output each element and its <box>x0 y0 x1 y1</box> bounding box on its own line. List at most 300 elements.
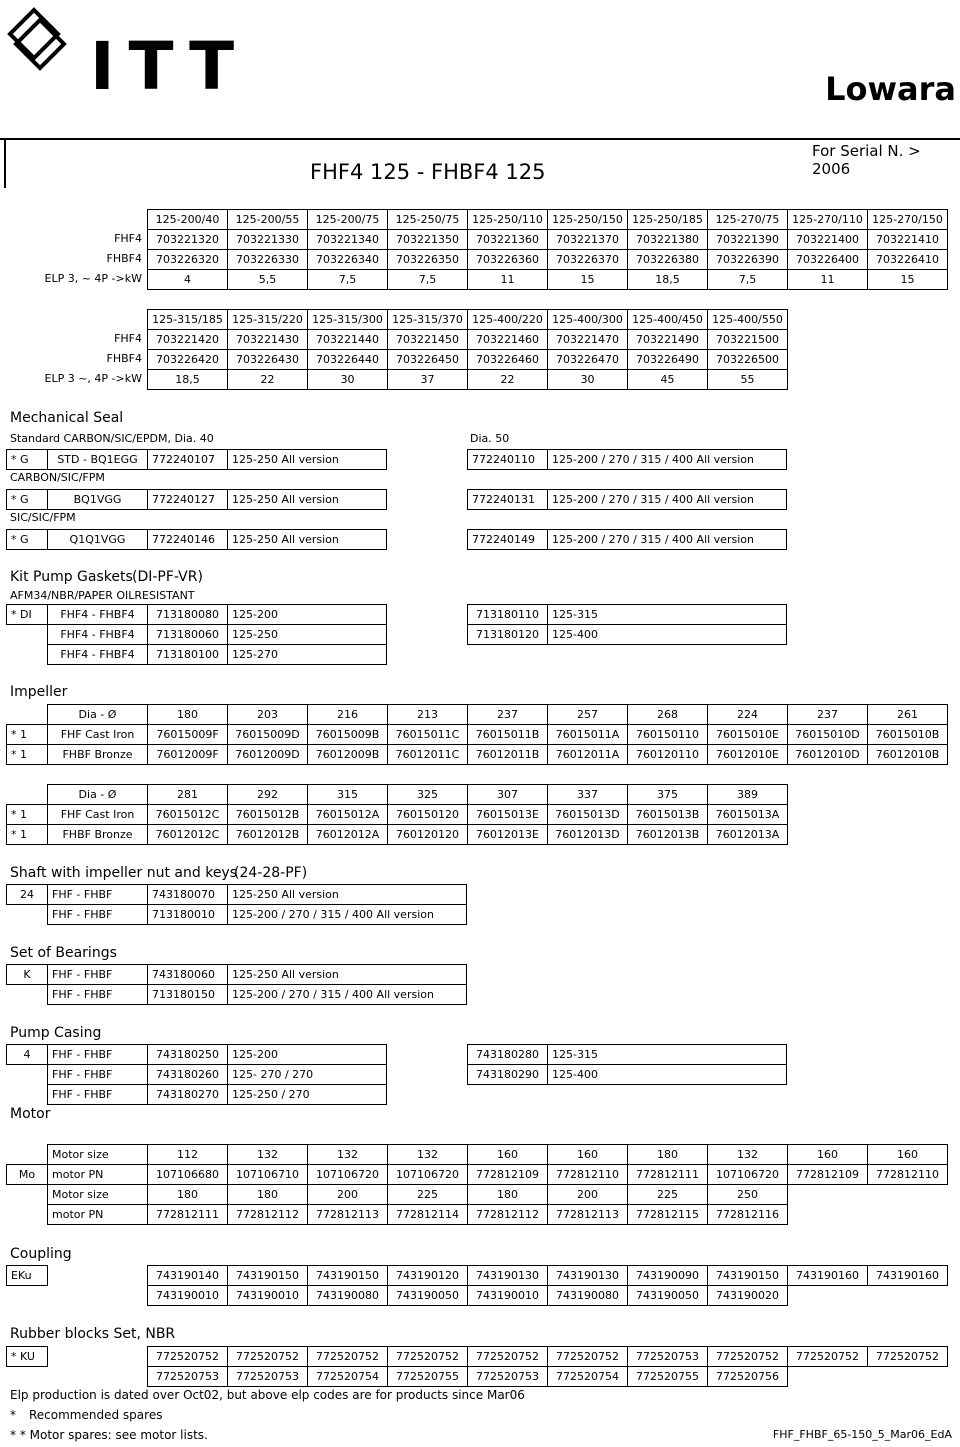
company-name: Lowara <box>825 70 956 108</box>
coupling-code-cell: 743190150 <box>307 1265 388 1286</box>
model-code-cell: 703226440 <box>307 349 388 370</box>
coupling-code-cell: 743190010 <box>227 1285 308 1306</box>
impeller-type: FHF Cast Iron <box>47 724 148 745</box>
coupling-code-cell: 743190160 <box>787 1265 868 1286</box>
motor-cell: 180 <box>467 1184 548 1205</box>
impeller-code-cell: 76012012B <box>227 824 308 845</box>
model-header-cell: 125-270/75 <box>707 209 788 230</box>
impeller-dia-cell: 292 <box>227 784 308 805</box>
model-code-cell: 703221430 <box>227 329 308 350</box>
model-code-cell: 55 <box>707 369 788 390</box>
impeller-code-cell: 76015010D <box>787 724 868 745</box>
impeller-code-cell: 76015012C <box>147 804 228 825</box>
casing-desc: 125-400 <box>547 1064 787 1085</box>
coupling-code-cell: 743190150 <box>707 1265 788 1286</box>
impeller-code-cell: 76012013B <box>627 824 708 845</box>
model-code-cell: 703221350 <box>387 229 468 250</box>
section-title-shaft: Shaft with impeller nut and keys <box>10 865 238 881</box>
motor-cell: 772812112 <box>467 1204 548 1225</box>
seal-desc-40: 125-250 All version <box>227 489 387 510</box>
section-title-coupling: Coupling <box>10 1246 72 1262</box>
model-code-cell: 703226430 <box>227 349 308 370</box>
section-title-pump-casing: Pump Casing <box>10 1025 102 1041</box>
motor-cell: 160 <box>867 1144 948 1165</box>
section-code-shaft: (24-28-PF) <box>234 865 308 881</box>
rubber-blocks-code-cell: 772520753 <box>627 1346 708 1367</box>
shaft-code: 713180010 <box>147 904 228 925</box>
impeller-code-cell: 76015009D <box>227 724 308 745</box>
rubber-blocks-code-cell: 772520752 <box>707 1346 788 1367</box>
model-code-cell: 703226390 <box>707 249 788 270</box>
impeller-dia-cell: 257 <box>547 704 628 725</box>
model-code-cell: 703226490 <box>627 349 708 370</box>
impeller-code-cell: 76015012B <box>227 804 308 825</box>
coupling-code-cell: 743190010 <box>467 1285 548 1306</box>
model-code-cell: 703221460 <box>467 329 548 350</box>
model-code-cell: 22 <box>227 369 308 390</box>
gasket-code: 713180110 <box>467 604 548 625</box>
impeller-code-cell: 76015009B <box>307 724 388 745</box>
model-code-cell: 15 <box>547 269 628 290</box>
row-label: FHF4 <box>114 332 142 345</box>
motor-cell: 772812113 <box>307 1204 388 1225</box>
seal-code-50: 772240131 <box>467 489 548 510</box>
impeller-code-cell: 760150110 <box>627 724 708 745</box>
motor-row-label: motor PN <box>47 1164 148 1185</box>
motor-cell: 107106680 <box>147 1164 228 1185</box>
section-code-gaskets: (DI-PF-VR) <box>132 569 203 585</box>
casing-code: 743180280 <box>467 1044 548 1065</box>
impeller-dia-cell: 325 <box>387 784 468 805</box>
impeller-dia-cell: 237 <box>467 704 548 725</box>
casing-code: 743180260 <box>147 1064 228 1085</box>
impeller-code-cell: 76012009F <box>147 744 228 765</box>
impeller-mark: * 1 <box>6 724 48 745</box>
model-code-cell: 703226320 <box>147 249 228 270</box>
rubber-blocks-code-cell: 772520752 <box>547 1346 628 1367</box>
casing-mark: 4 <box>6 1044 48 1065</box>
seal-material-heading: SIC/SIC/FPM <box>10 511 76 524</box>
casing-code: 743180250 <box>147 1044 228 1065</box>
gasket-code: 713180100 <box>147 644 228 665</box>
impeller-code-cell: 76012012C <box>147 824 228 845</box>
bearings-desc: 125-200 / 270 / 315 / 400 All version <box>227 984 467 1005</box>
rubber-blocks-code-cell: 772520752 <box>867 1346 948 1367</box>
casing-type: FHF - FHBF <box>47 1064 148 1085</box>
model-code-cell: 30 <box>547 369 628 390</box>
motor-cell: 772812110 <box>547 1164 628 1185</box>
impeller-dia-cell: 213 <box>387 704 468 725</box>
motor-cell: 772812114 <box>387 1204 468 1225</box>
coupling-code-cell: 743190080 <box>547 1285 628 1306</box>
row-label: FHF4 <box>114 232 142 245</box>
motor-cell: 160 <box>547 1144 628 1165</box>
impeller-dia-cell: 315 <box>307 784 388 805</box>
motor-cell: 132 <box>227 1144 308 1165</box>
seal-code-50: 772240149 <box>467 529 548 550</box>
motor-row-label: motor PN <box>47 1204 148 1225</box>
impeller-type: FHBF Bronze <box>47 824 148 845</box>
impeller-code-cell: 76012013E <box>467 824 548 845</box>
bearings-desc: 125-250 All version <box>227 964 467 985</box>
impeller-dia-cell: 307 <box>467 784 548 805</box>
model-code-cell: 7,5 <box>387 269 468 290</box>
impeller-dia-label: Dia - Ø <box>47 784 148 805</box>
motor-cell: 112 <box>147 1144 228 1165</box>
gasket-type: FHF4 - FHBF4 <box>47 644 148 665</box>
impeller-code-cell: 760120110 <box>627 744 708 765</box>
section-title-rubber-blocks: Rubber blocks Set, NBR <box>10 1326 176 1342</box>
motor-cell: 180 <box>227 1184 308 1205</box>
motor-cell: 132 <box>307 1144 388 1165</box>
impeller-code-cell: 76012010B <box>867 744 948 765</box>
footer-note: Elp production is dated over Oct02, but above elp codes are for products since Mar06 <box>10 1388 525 1402</box>
model-code-cell: 703221320 <box>147 229 228 250</box>
gasket-type: FHF4 - FHBF4 <box>47 624 148 645</box>
footer-star1-text: Recommended spares <box>29 1408 163 1422</box>
seal-dia50-label: Dia. 50 <box>470 432 510 445</box>
serial-note: For Serial N. > 2006 <box>812 142 921 178</box>
impeller-dia-cell: 281 <box>147 784 228 805</box>
gasket-type: FHF4 - FHBF4 <box>47 604 148 625</box>
motor-cell: 180 <box>147 1184 228 1205</box>
shaft-desc: 125-250 All version <box>227 884 467 905</box>
seal-type: STD - BQ1EGG <box>47 449 148 470</box>
model-code-cell: 11 <box>467 269 548 290</box>
model-header-cell: 125-250/110 <box>467 209 548 230</box>
model-code-cell: 703221490 <box>627 329 708 350</box>
bearings-mark: K <box>6 964 48 985</box>
seal-code-50: 772240110 <box>467 449 548 470</box>
impeller-code-cell: 760150120 <box>387 804 468 825</box>
impeller-code-cell: 76015013B <box>627 804 708 825</box>
seal-desc-40: 125-250 All version <box>227 449 387 470</box>
seal-material-heading: CARBON/SIC/FPM <box>10 471 105 484</box>
seal-mark: * G <box>6 449 48 470</box>
model-code-cell: 703226360 <box>467 249 548 270</box>
model-header-cell: 125-315/300 <box>307 309 388 330</box>
motor-cell: 772812115 <box>627 1204 708 1225</box>
coupling-code-cell: 743190140 <box>147 1265 228 1286</box>
impeller-dia-cell: 203 <box>227 704 308 725</box>
model-code-cell: 703226470 <box>547 349 628 370</box>
motor-mark: Mo <box>6 1164 48 1185</box>
shaft-desc: 125-200 / 270 / 315 / 400 All version <box>227 904 467 925</box>
seal-mark: * G <box>6 489 48 510</box>
model-code-cell: 18,5 <box>627 269 708 290</box>
motor-cell: 132 <box>707 1144 788 1165</box>
motor-cell: 772812109 <box>467 1164 548 1185</box>
motor-cell: 772812109 <box>787 1164 868 1185</box>
casing-desc: 125-250 / 270 <box>227 1084 387 1105</box>
coupling-code-cell: 743190090 <box>627 1265 708 1286</box>
model-code-cell: 22 <box>467 369 548 390</box>
motor-row-label: Motor size <box>47 1144 148 1165</box>
model-header-cell: 125-400/450 <box>627 309 708 330</box>
gasket-desc: 125-400 <box>547 624 787 645</box>
motor-cell: 772812112 <box>227 1204 308 1225</box>
row-label: ELP 3 ~, 4P ->kW <box>44 372 142 385</box>
motor-cell: 132 <box>387 1144 468 1165</box>
section-title-gaskets: Kit Pump Gaskets <box>10 569 133 585</box>
impeller-mark: * 1 <box>6 804 48 825</box>
rubber-blocks-code-cell: 772520752 <box>467 1346 548 1367</box>
impeller-type: FHF Cast Iron <box>47 804 148 825</box>
impeller-dia-cell: 237 <box>787 704 868 725</box>
model-code-cell: 703221360 <box>467 229 548 250</box>
motor-cell: 180 <box>627 1144 708 1165</box>
impeller-dia-cell: 180 <box>147 704 228 725</box>
bearings-type: FHF - FHBF <box>47 984 148 1005</box>
coupling-code-cell: 743190150 <box>227 1265 308 1286</box>
motor-row-label: Motor size <box>47 1184 148 1205</box>
model-code-cell: 703226420 <box>147 349 228 370</box>
model-header-cell: 125-200/40 <box>147 209 228 230</box>
section-title-bearings: Set of Bearings <box>10 945 117 961</box>
impeller-dia-label: Dia - Ø <box>47 704 148 725</box>
casing-desc: 125-315 <box>547 1044 787 1065</box>
rubber-blocks-code-cell: 772520752 <box>387 1346 468 1367</box>
coupling-code-cell: 743190020 <box>707 1285 788 1306</box>
rubber-blocks-code-cell: 772520752 <box>787 1346 868 1367</box>
model-code-cell: 703226410 <box>867 249 948 270</box>
section-title-impeller: Impeller <box>10 684 68 700</box>
rubber-blocks-code-cell: 772520753 <box>227 1366 308 1387</box>
model-header-cell: 125-200/75 <box>307 209 388 230</box>
impeller-code-cell: 76015012A <box>307 804 388 825</box>
casing-desc: 125-200 <box>227 1044 387 1065</box>
impeller-code-cell: 76015010E <box>707 724 788 745</box>
impeller-dia-cell: 216 <box>307 704 388 725</box>
model-code-cell: 703226380 <box>627 249 708 270</box>
frame-left-bar <box>4 138 6 188</box>
impeller-code-cell: 76015011C <box>387 724 468 745</box>
model-header-cell: 125-315/185 <box>147 309 228 330</box>
motor-cell: 107106720 <box>387 1164 468 1185</box>
model-code-cell: 703221410 <box>867 229 948 250</box>
rubber-blocks-code-cell: 772520753 <box>147 1366 228 1387</box>
seal-code-40: 772240146 <box>147 529 228 550</box>
model-header-cell: 125-250/150 <box>547 209 628 230</box>
impeller-code-cell: 76012013A <box>707 824 788 845</box>
rubber-blocks-code-cell: 772520752 <box>147 1346 228 1367</box>
model-code-cell: 11 <box>787 269 868 290</box>
rubber-blocks-code-cell: 772520752 <box>227 1346 308 1367</box>
seal-desc-40: 125-250 All version <box>227 529 387 550</box>
model-code-cell: 703221340 <box>307 229 388 250</box>
model-header-cell: 125-400/300 <box>547 309 628 330</box>
gasket-desc: 125-250 <box>227 624 387 645</box>
impeller-code-cell: 76012009B <box>307 744 388 765</box>
coupling-code-cell: 743190080 <box>307 1285 388 1306</box>
model-code-cell: 30 <box>307 369 388 390</box>
model-code-cell: 703221380 <box>627 229 708 250</box>
shaft-type: FHF - FHBF <box>47 884 148 905</box>
model-code-cell: 703221440 <box>307 329 388 350</box>
motor-cell: 225 <box>387 1184 468 1205</box>
coupling-code-cell: 743190010 <box>147 1285 228 1306</box>
shaft-code: 743180070 <box>147 884 228 905</box>
gasket-code: 713180080 <box>147 604 228 625</box>
model-header-cell: 125-250/185 <box>627 209 708 230</box>
gasket-desc: 125-200 <box>227 604 387 625</box>
casing-code: 743180270 <box>147 1084 228 1105</box>
motor-cell: 772812111 <box>147 1204 228 1225</box>
seal-desc-50: 125-200 / 270 / 315 / 400 All version <box>547 449 787 470</box>
model-code-cell: 703221500 <box>707 329 788 350</box>
model-code-cell: 703221420 <box>147 329 228 350</box>
model-code-cell: 7,5 <box>307 269 388 290</box>
row-label: FHBF4 <box>106 352 142 365</box>
impeller-dia-cell: 268 <box>627 704 708 725</box>
model-code-cell: 703221400 <box>787 229 868 250</box>
impeller-code-cell: 76012009D <box>227 744 308 765</box>
impeller-dia-cell: 224 <box>707 704 788 725</box>
seal-desc-50: 125-200 / 270 / 315 / 400 All version <box>547 529 787 550</box>
footer-star1: * <box>10 1408 16 1422</box>
footer-doc-code: FHF_FHBF_65-150_5_Mar06_EdA <box>772 1428 952 1441</box>
model-code-cell: 15 <box>867 269 948 290</box>
model-code-cell: 703226450 <box>387 349 468 370</box>
model-code-cell: 5,5 <box>227 269 308 290</box>
motor-cell: 772812116 <box>707 1204 788 1225</box>
coupling-code-cell: 743190160 <box>867 1265 948 1286</box>
impeller-code-cell: 76015009F <box>147 724 228 745</box>
footer-star2: * * Motor spares: see motor lists. <box>10 1428 208 1442</box>
model-code-cell: 703226500 <box>707 349 788 370</box>
model-code-cell: 4 <box>147 269 228 290</box>
motor-cell: 107106710 <box>227 1164 308 1185</box>
motor-cell: 160 <box>467 1144 548 1165</box>
motor-cell: 772812110 <box>867 1164 948 1185</box>
motor-cell: 772812111 <box>627 1164 708 1185</box>
model-code-cell: 703221330 <box>227 229 308 250</box>
coupling-code-cell: 743190050 <box>387 1285 468 1306</box>
motor-cell: 250 <box>707 1184 788 1205</box>
impeller-code-cell: 76015011B <box>467 724 548 745</box>
model-code-cell: 703226330 <box>227 249 308 270</box>
seal-code-40: 772240107 <box>147 449 228 470</box>
rubber-blocks-code-cell: 772520752 <box>307 1346 388 1367</box>
impeller-code-cell: 76012011A <box>547 744 628 765</box>
model-code-cell: 703221450 <box>387 329 468 350</box>
impeller-code-cell: 76012013D <box>547 824 628 845</box>
motor-cell: 200 <box>547 1184 628 1205</box>
motor-cell: 772812113 <box>547 1204 628 1225</box>
seal-code-40: 772240127 <box>147 489 228 510</box>
shaft-mark: 24 <box>6 884 48 905</box>
casing-type: FHF - FHBF <box>47 1084 148 1105</box>
impeller-code-cell: 76012011B <box>467 744 548 765</box>
impeller-code-cell: 76015013A <box>707 804 788 825</box>
model-code-cell: 703226370 <box>547 249 628 270</box>
impeller-mark: * 1 <box>6 824 48 845</box>
model-code-cell: 703226350 <box>387 249 468 270</box>
gasket-desc: 125-315 <box>547 604 787 625</box>
model-code-cell: 703226340 <box>307 249 388 270</box>
model-code-cell: 45 <box>627 369 708 390</box>
coupling-code-cell: 743190050 <box>627 1285 708 1306</box>
impeller-code-cell: 76012011C <box>387 744 468 765</box>
coupling-mark: EKu <box>6 1265 48 1286</box>
motor-cell: 107106720 <box>707 1164 788 1185</box>
rubber-blocks-code-cell: 772520753 <box>467 1366 548 1387</box>
gasket-code: 713180060 <box>147 624 228 645</box>
motor-cell: 225 <box>627 1184 708 1205</box>
model-header-cell: 125-400/220 <box>467 309 548 330</box>
impeller-type: FHBF Bronze <box>47 744 148 765</box>
model-code-cell: 18,5 <box>147 369 228 390</box>
seal-type: Q1Q1VGG <box>47 529 148 550</box>
rubber-blocks-code-cell: 772520755 <box>627 1366 708 1387</box>
motor-cell: 107106720 <box>307 1164 388 1185</box>
rubber-blocks-code-cell: 772520756 <box>707 1366 788 1387</box>
impeller-dia-cell: 389 <box>707 784 788 805</box>
shaft-type: FHF - FHBF <box>47 904 148 925</box>
impeller-code-cell: 76015011A <box>547 724 628 745</box>
row-label: FHBF4 <box>106 252 142 265</box>
model-header-cell: 125-315/370 <box>387 309 468 330</box>
impeller-code-cell: 76012010D <box>787 744 868 765</box>
model-code-cell: 703226460 <box>467 349 548 370</box>
rubber-blocks-code-cell: 772520754 <box>547 1366 628 1387</box>
model-code-cell: 703221390 <box>707 229 788 250</box>
impeller-code-cell: 760120120 <box>387 824 468 845</box>
impeller-code-cell: 76015013D <box>547 804 628 825</box>
model-code-cell: 7,5 <box>707 269 788 290</box>
bearings-type: FHF - FHBF <box>47 964 148 985</box>
casing-desc: 125- 270 / 270 <box>227 1064 387 1085</box>
casing-code: 743180290 <box>467 1064 548 1085</box>
impeller-code-cell: 76012012A <box>307 824 388 845</box>
section-title-motor: Motor <box>10 1106 51 1122</box>
impeller-dia-cell: 261 <box>867 704 948 725</box>
model-header-cell: 125-315/220 <box>227 309 308 330</box>
model-code-cell: 703221370 <box>547 229 628 250</box>
gasket-desc: 125-270 <box>227 644 387 665</box>
rubber-blocks-code-cell: 772520754 <box>307 1366 388 1387</box>
casing-type: FHF - FHBF <box>47 1044 148 1065</box>
seal-desc-50: 125-200 / 270 / 315 / 400 All version <box>547 489 787 510</box>
seal-dia40-label: Standard CARBON/SIC/EPDM, Dia. 40 <box>10 432 214 445</box>
rubber-blocks-mark: * KU <box>6 1346 48 1367</box>
gasket-mark: * DI <box>6 604 48 625</box>
rubber-blocks-code-cell: 772520755 <box>387 1366 468 1387</box>
brand-logo: ITT <box>90 28 249 105</box>
gasket-material: AFM34/NBR/PAPER OILRESISTANT <box>10 589 195 602</box>
model-code-cell: 703226400 <box>787 249 868 270</box>
impeller-mark: * 1 <box>6 744 48 765</box>
bearings-code: 713180150 <box>147 984 228 1005</box>
gasket-code: 713180120 <box>467 624 548 645</box>
impeller-code-cell: 76012010E <box>707 744 788 765</box>
page-title: FHF4 125 - FHBF4 125 <box>310 160 546 184</box>
seal-mark: * G <box>6 529 48 550</box>
coupling-code-cell: 743190130 <box>547 1265 628 1286</box>
impeller-code-cell: 76015010B <box>867 724 948 745</box>
impeller-dia-cell: 375 <box>627 784 708 805</box>
bearings-code: 743180060 <box>147 964 228 985</box>
itt-logo-mark <box>4 6 74 74</box>
model-header-cell: 125-400/550 <box>707 309 788 330</box>
seal-type: BQ1VGG <box>47 489 148 510</box>
row-label: ELP 3, ~ 4P ->kW <box>44 272 142 285</box>
coupling-code-cell: 743190120 <box>387 1265 468 1286</box>
model-header-cell: 125-250/75 <box>387 209 468 230</box>
model-header-cell: 125-270/110 <box>787 209 868 230</box>
impeller-code-cell: 76015013E <box>467 804 548 825</box>
model-code-cell: 703221470 <box>547 329 628 350</box>
